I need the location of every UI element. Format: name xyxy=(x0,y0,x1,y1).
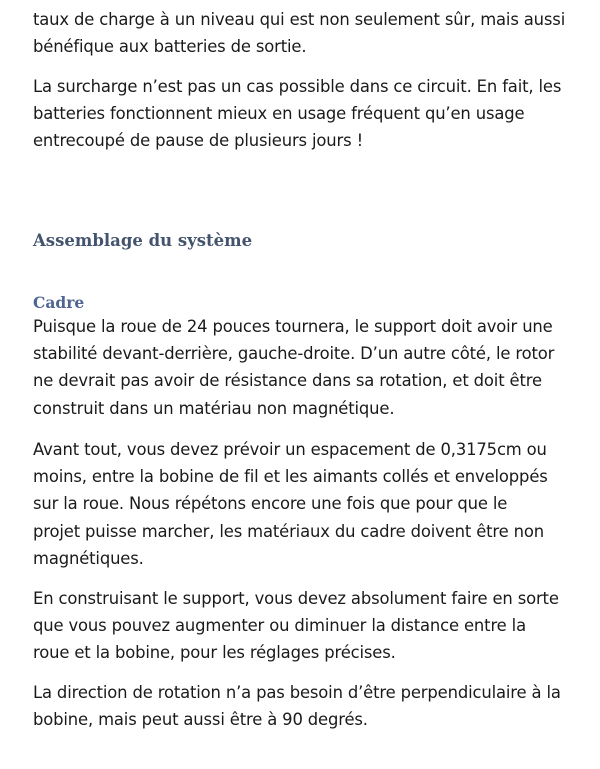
text-line: roue et la bobine, pour les réglages précises. xyxy=(33,643,396,663)
body-paragraph-1 xyxy=(33,313,573,422)
text-line: stabilité devant-derrière, gauche-droite. D’un autre côté, le rotor xyxy=(33,344,555,364)
text-line: La surcharge n’est pas un cas possible dans ce circuit. En fait, les xyxy=(33,77,562,96)
text-line: ne devrait pas avoir de résistance dans sa rotation, et doit être xyxy=(33,371,542,391)
intro-paragraph-1 xyxy=(33,6,573,60)
text-line: projet puisse marcher, les matériaux du cadre doivent être non xyxy=(33,521,544,541)
text-line: batteries fonctionnent mieux en usage fréquent qu’en usage xyxy=(33,104,525,124)
body-paragraph-4 xyxy=(33,679,573,733)
text-line: Avant tout, vous devez prévoir un espacement de 0,3175cm ou xyxy=(33,440,547,459)
text-line: En construisant le support, vous devez absolument faire en sorte xyxy=(33,589,559,608)
text-line: entrecoupé de pause de plusieurs jours ! xyxy=(33,131,363,151)
body-paragraph-3 xyxy=(33,585,573,667)
text-line: que vous pouvez augmenter ou diminuer la distance entre la xyxy=(33,616,526,636)
section-heading: Assemblage du système xyxy=(33,231,253,250)
subsection-heading: Cadre xyxy=(33,293,85,312)
text-line: sur la roue. Nous répétons encore une fois que pour que le xyxy=(33,494,508,514)
text-line: construit dans un matériau non magnétique. xyxy=(33,398,395,418)
text-line: magnétiques. xyxy=(33,548,144,568)
text-line: taux de charge à un niveau qui est non seulement sûr, mais aussi xyxy=(33,10,566,29)
text-line: Puisque la roue de 24 pouces tournera, le support doit avoir une xyxy=(33,317,553,336)
text-line: La direction de rotation n’a pas besoin d’être perpendiculaire à la xyxy=(33,683,561,702)
intro-paragraph-2 xyxy=(33,73,573,155)
text-line: moins, entre la bobine de fil et les aimants collés et enveloppés xyxy=(33,467,548,487)
text-line: bénéfique aux batteries de sortie. xyxy=(33,37,307,57)
text-line: bobine, mais peut aussi être à 90 degrés. xyxy=(33,710,368,730)
body-paragraph-2 xyxy=(33,436,573,572)
